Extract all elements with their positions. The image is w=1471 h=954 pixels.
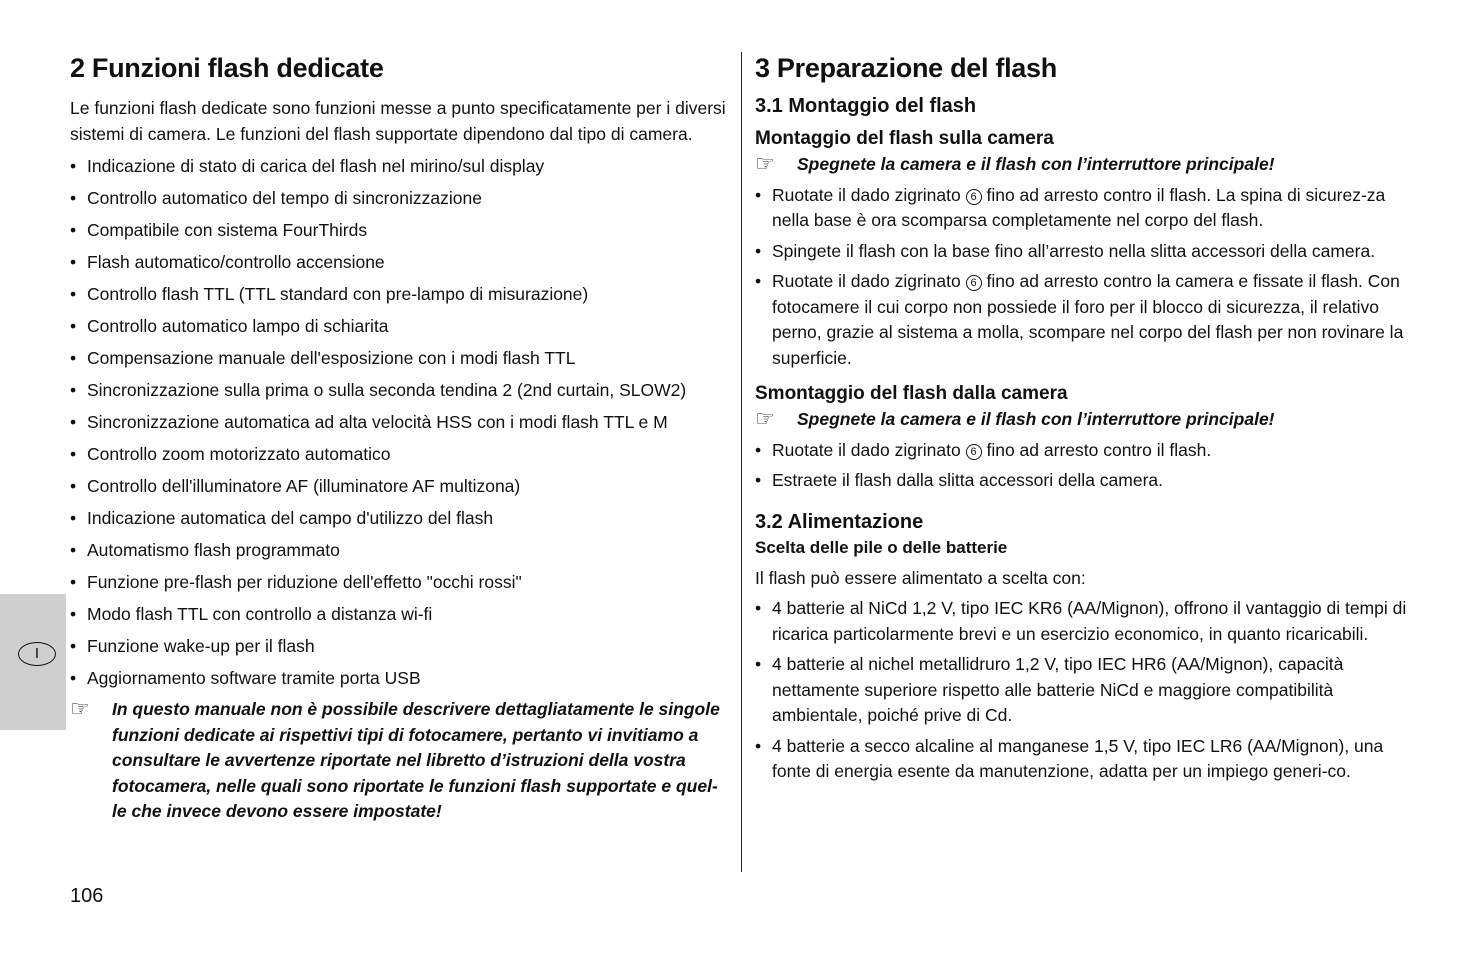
- list-item: • Controllo automatico del tempo di sincronizzazione: [70, 186, 730, 212]
- dedicated-functions-list: [70, 154, 730, 692]
- battery-choice-heading: Scelta delle pile o delle batterie: [755, 537, 1008, 557]
- list-item: • Funzione pre-flash per riduzione dell'effetto "occhi rossi": [70, 570, 730, 596]
- knob-number-badge: 6: [966, 189, 982, 205]
- mount-warning-text: Spegnete la camera e il flash con l’interruttore principale!: [797, 154, 1275, 174]
- list-item: • Indicazione automatica del campo d'utilizzo del flash: [70, 506, 730, 532]
- list-item: • Compensazione manuale dell'esposizione con i modi flash TTL: [70, 346, 730, 372]
- unmount-steps-list: [755, 438, 1415, 494]
- subsection-3-2-title: 3.2 Alimentazione: [755, 510, 924, 533]
- list-item: • Sincronizzazione automatica ad alta velocità HSS con i modi flash TTL e M: [70, 410, 730, 436]
- mount-steps-list: [755, 183, 1415, 372]
- list-item: • Indicazione di stato di carica del flash nel mirino/sul display: [70, 154, 730, 180]
- pointing-hand-icon: ☞: [70, 696, 90, 721]
- list-item: • Controllo dell'illuminatore AF (illuminatore AF multizona): [70, 474, 730, 500]
- mount-warning-note: [755, 152, 1415, 178]
- list-item: • Funzione wake-up per il flash: [70, 634, 730, 660]
- battery-options-list: [755, 596, 1415, 785]
- section-2-title: 2 Funzioni flash dedicate: [70, 53, 384, 83]
- pointing-hand-icon: ☞: [755, 151, 775, 176]
- column-divider: [741, 52, 742, 872]
- language-tab-label: I: [18, 642, 56, 666]
- left-column: [70, 50, 730, 825]
- right-column: [755, 50, 1415, 785]
- list-item: • Spingete il flash con la base fino all’arresto nella slitta accessori della camera.: [755, 239, 1415, 265]
- pointing-hand-icon: ☞: [755, 406, 775, 431]
- list-item: • 4 batterie al nichel metallidruro 1,2 V, tipo IEC HR6 (AA/Mignon), capacità nettamente superiore rispetto alle batterie NiCd e maggiore compatibilità ambientale, poiché prive di Cd.: [755, 652, 1415, 729]
- battery-intro: Il flash può essere alimentato a scelta con:: [755, 567, 1086, 588]
- list-item: • Compatibile con sistema FourThirds: [70, 218, 730, 244]
- list-item: • Controllo flash TTL (TTL standard con pre-lampo di misurazione): [70, 282, 730, 308]
- list-item: • Ruotate il dado zigrinato 6 fino ad arresto contro il flash.: [755, 438, 1415, 464]
- knob-number-badge: 6: [966, 275, 982, 291]
- list-item: • Sincronizzazione sulla prima o sulla seconda tendina 2 (2nd curtain, SLOW2): [70, 378, 730, 404]
- intro-paragraph: Le funzioni flash dedicate sono funzioni messe a punto specificatamente per i diversi sistemi di camera. Le funzioni del flash supportate dipendono dal tipo di camera.: [70, 98, 726, 144]
- section-3-title: 3 Preparazione del flash: [755, 53, 1057, 83]
- list-item: • Automatismo flash programmato: [70, 538, 730, 564]
- language-side-tab: [0, 594, 66, 730]
- unmount-heading: Smontaggio del flash dalla camera: [755, 383, 1068, 404]
- list-item: • Modo flash TTL con controllo a distanza wi-fi: [70, 602, 730, 628]
- list-item: • 4 batterie a secco alcaline al manganese 1,5 V, tipo IEC LR6 (AA/Mignon), una fonte di energia esente da manutenzione, adatta per un impiego generi-co.: [755, 734, 1415, 785]
- subsection-3-1-title: 3.1 Montaggio del flash: [755, 95, 977, 117]
- list-item: • Estraete il flash dalla slitta accessori della camera.: [755, 468, 1415, 494]
- list-item: • 4 batterie al NiCd 1,2 V, tipo IEC KR6 (AA/Mignon), offrono il vantaggio di tempi di ricarica particolarmente brevi e un esercizio economico, in quanto ricaricabili.: [755, 596, 1415, 647]
- list-item: • Controllo zoom motorizzato automatico: [70, 442, 730, 468]
- page-number: 106: [70, 885, 104, 907]
- manual-note-text: In questo manuale non è possibile descrivere dettagliatamente le singole funzioni dedicate ai rispettivi tipi di fotocamere, pertanto vi invitiamo a consultare le avvertenze riportate nel libretto d’istruzioni della vostra fotocamera, nelle quali sono riportate le funzioni flash supportate e quel-le che invece devono essere impostate!: [112, 699, 720, 821]
- list-item: • Ruotate il dado zigrinato 6 fino ad arresto contro il flash. La spina di sicurez-za nella base è ora scomparsa completamente nel corpo del flash.: [755, 183, 1415, 234]
- mount-heading: Montaggio del flash sulla camera: [755, 128, 1054, 149]
- list-item: • Ruotate il dado zigrinato 6 fino ad arresto contro la camera e fissate il flash. Con fotocamere il cui corpo non possiede il foro per il blocco di sicurezza, il relativo perno, grazie al sistema a molla, scompare nel corpo del flash per non rovinare la superficie.: [755, 269, 1415, 371]
- list-item: • Aggiornamento software tramite porta USB: [70, 666, 730, 692]
- knob-number-badge: 6: [966, 444, 982, 460]
- unmount-warning-note: [755, 407, 1415, 433]
- list-item: • Flash automatico/controllo accensione: [70, 250, 730, 276]
- manual-note: [70, 697, 730, 825]
- list-item: • Controllo automatico lampo di schiarita: [70, 314, 730, 340]
- unmount-warning-text: Spegnete la camera e il flash con l’interruttore principale!: [797, 409, 1275, 429]
